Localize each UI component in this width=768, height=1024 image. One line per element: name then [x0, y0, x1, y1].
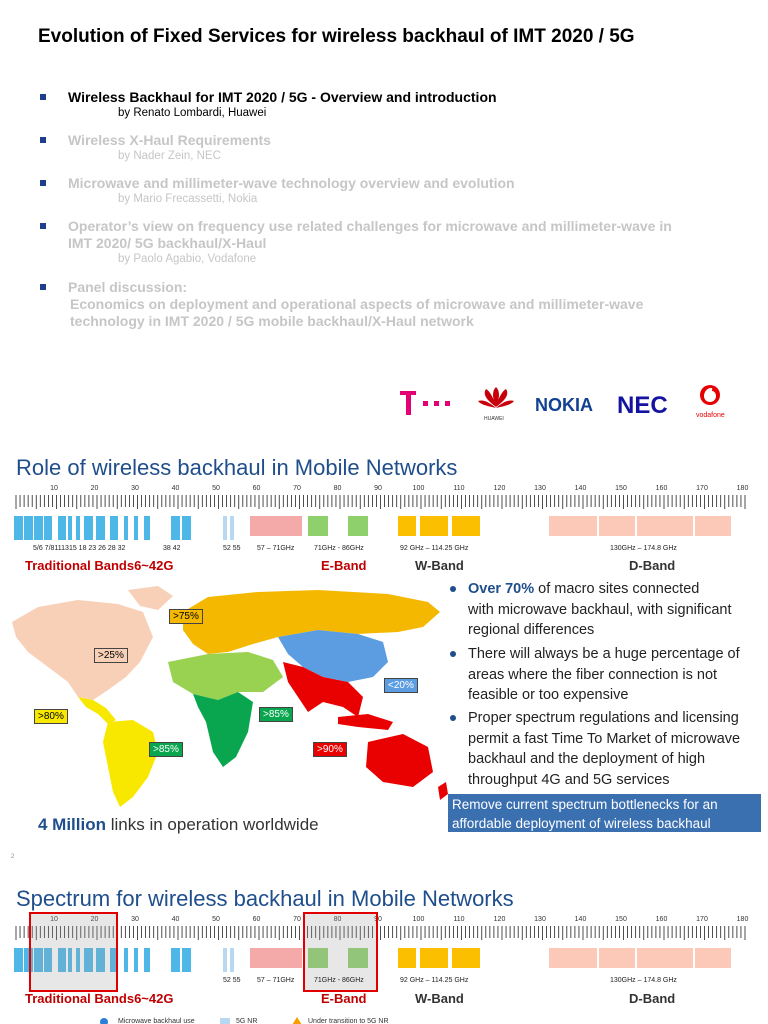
legend-dot-icon [100, 1018, 108, 1024]
traditional-highlight-box [29, 912, 118, 992]
legend-label-1: Microwave backhaul use [118, 1018, 195, 1024]
legend-triangle-icon [292, 1017, 302, 1024]
bullet-1-rest: of macro sites connected [534, 581, 700, 597]
legend-label-2: 5G NR [236, 1018, 258, 1024]
bullet-3-line2: permit a fast Time To Market of microwave [468, 730, 741, 747]
agenda-item-1 [40, 89, 740, 121]
region-new-zealand [438, 782, 448, 800]
d-band-label: D-Band [629, 558, 676, 573]
e-band-label: E-Band [321, 558, 367, 573]
region-greenland [128, 586, 173, 610]
vodafone-logo-text: vodafone [696, 412, 725, 419]
region-sub-saharan-africa [193, 692, 253, 767]
links-rest: links in operation worldwide [106, 815, 319, 834]
partner-logos [398, 383, 738, 428]
callout-line2: affordable deployment of wireless backhaul [452, 816, 711, 831]
ruler-tick-label: 20 [90, 916, 99, 923]
e-band-block [348, 516, 368, 536]
region-central-america [78, 697, 116, 724]
region-south-america [103, 720, 158, 807]
agenda-title-line3: technology in IMT 2020 / 5G mobile backhaul/X-Haul network [70, 313, 474, 329]
ruler-tick-label: 50 [212, 485, 220, 492]
bullet-icon [40, 94, 46, 100]
5g-nr-block [230, 516, 234, 540]
agenda-title-line2: IMT 2020/ 5G backhaul/X-Haul [68, 235, 267, 251]
e-band-label-2: E-Band [321, 991, 367, 1006]
e-band-block [308, 516, 328, 536]
vodafone-logo [696, 385, 725, 419]
ruler-tick-label: 80 [333, 485, 342, 492]
agenda-title: Wireless Backhaul for IMT 2020 / 5G - Overview and introduction [68, 89, 497, 105]
agenda-item-4 [40, 218, 740, 267]
links-statement [38, 815, 319, 835]
ruler-tick-label: 180 [736, 916, 749, 923]
nec-logo: NEC [617, 392, 668, 419]
ruler-tick-label: 30 [131, 916, 139, 923]
traditional-bands-label: Traditional Bands6~42G [25, 558, 174, 573]
region-north-america [12, 600, 153, 700]
ruler-tick-label: 60 [252, 485, 261, 492]
freq-label-52-55-2: 52 55 [223, 977, 241, 984]
d-band-block [599, 516, 635, 536]
agenda-title: Microwave and millimeter-wave technology overview and evolution [68, 175, 515, 191]
ruler-tick-label: 160 [655, 485, 668, 492]
ruler-tick-label: 170 [696, 916, 708, 923]
frequency-ruler [14, 481, 762, 511]
agenda-title: Wireless X-Haul Requirements [68, 132, 271, 148]
map-label-middle-east: >85% [259, 707, 293, 722]
region-indonesia [338, 714, 393, 730]
agenda-author: by Renato Lombardi, Huawei [118, 107, 267, 119]
d-band-label-2: D-Band [629, 991, 676, 1006]
nokia-logo: NOKIA [535, 395, 593, 415]
ruler-tick-label: 150 [615, 485, 627, 492]
w-band-block [452, 516, 480, 536]
ruler-tick-label: 150 [615, 916, 627, 923]
w-band-label-2: W-Band [415, 991, 464, 1006]
map-label-china: <20% [384, 678, 418, 693]
freq-label-w-2: 92 GHz – 114.25 GHz [400, 977, 469, 984]
freq-label-d-2: 130GHz – 174.8 GHz [610, 977, 677, 984]
map-label-russia: >75% [169, 609, 203, 624]
w-band-block [420, 516, 448, 536]
agenda-author: by Paolo Agabio, Vodafone [118, 253, 257, 265]
frequency-ruler-2 [14, 912, 762, 942]
callout-box [448, 794, 761, 832]
ruler-tick-label: 170 [696, 485, 708, 492]
bullet-1-line2: with microwave backhaul, with significant [468, 601, 732, 618]
tmobile-logo [400, 391, 450, 415]
d-band-block [637, 516, 693, 536]
d-band-block [695, 516, 731, 536]
ruler-tick-label: 90 [374, 916, 382, 923]
band-blocks [14, 512, 762, 544]
freq-label-38-42: 38 42 [163, 545, 181, 552]
bullet-2-line3: feasible or too expensive [468, 687, 629, 703]
freq-label-52-55: 52 55 [223, 545, 241, 552]
bullet-point-3 [468, 708, 740, 790]
slide2-title: Role of wireless backhaul in Mobile Networks [16, 455, 458, 480]
ruler-tick-label: 110 [453, 916, 465, 923]
ruler-tick-label: 180 [736, 485, 749, 492]
agenda-item-3 [40, 175, 740, 207]
agenda-title-line2: Economics on deployment and operational aspects of microwave and millimeter-wave [70, 296, 644, 312]
region-middle-east-north-africa [168, 652, 283, 700]
ruler-tick-label: 50 [212, 916, 220, 923]
bullet-1-bold: Over 70% [468, 581, 535, 597]
ruler-tick-label: 120 [493, 916, 506, 923]
ruler-tick-label: 70 [293, 485, 301, 492]
map-label-south-america: >80% [34, 709, 68, 724]
ruler-tick-label: 100 [412, 916, 425, 923]
bullet-1-line3: regional differences [468, 622, 595, 638]
traditional-bands-label-2: Traditional Bands6~42G [25, 991, 174, 1006]
bullet-dot-icon [450, 586, 456, 592]
bullet-icon [40, 284, 46, 290]
bullet-icon [40, 223, 46, 229]
bullet-3-line4: throughput 4G and 5G services [468, 771, 670, 788]
freq-label-v: 57 – 71GHz [257, 545, 295, 552]
agenda-title: Panel discussion: [68, 279, 188, 295]
w-band-block [398, 516, 416, 536]
world-map [8, 582, 448, 812]
bullet-2-line1: There will always be a huge percentage of [468, 646, 740, 662]
agenda-item-5 [40, 279, 740, 330]
page-number: 2 [11, 854, 15, 860]
region-australia [366, 734, 433, 787]
ruler-tick-label: 100 [412, 485, 425, 492]
legend-label-3: Under transition to 5G NR [308, 1018, 389, 1024]
bullet-3-line3: backhaul and the deployment of high [468, 751, 706, 767]
freq-label-e-2: 71GHz - 86GHz [314, 977, 364, 984]
slide3-title: Spectrum for wireless backhaul in Mobile Networks [16, 886, 514, 911]
ruler-tick-label: 130 [534, 485, 546, 492]
ruler-tick-label: 80 [333, 916, 342, 923]
ruler-tick-label: 140 [574, 916, 587, 923]
ruler-tick-label: 40 [171, 916, 180, 923]
bullet-3-line1: Proper spectrum regulations and licensing [468, 710, 739, 726]
ruler-tick-label: 120 [493, 485, 506, 492]
d-band-block [549, 516, 597, 536]
freq-label-d: 130GHz – 174.8 GHz [610, 545, 677, 552]
ruler-tick-label: 40 [171, 485, 180, 492]
bullet-icon [40, 180, 46, 186]
bullet-dot-icon [450, 715, 456, 721]
agenda-author: by Nader Zein, NEC [118, 150, 221, 162]
slide1-title: Evolution of Fixed Services for wireless backhaul of IMT 2020 / 5G [38, 26, 635, 47]
freq-label-e: 71GHz - 86GHz [314, 545, 364, 552]
huawei-logo-text: HUAWEI [484, 416, 504, 422]
ruler-tick-label: 70 [293, 916, 301, 923]
bullet-2-line2: areas where the fiber connection is not [468, 666, 718, 683]
traditional-band-blocks [14, 516, 191, 540]
callout-line1: Remove current spectrum bottlenecks for an [452, 797, 718, 812]
w-band-label: W-Band [415, 558, 464, 573]
bullet-point-2 [468, 644, 740, 706]
bullet-point-1 [468, 579, 732, 641]
ruler-tick-label: 130 [534, 916, 546, 923]
legend-strip [100, 1017, 700, 1024]
agenda-item-2 [40, 132, 740, 164]
links-bold: 4 Million [38, 815, 106, 834]
freq-label-v-2: 57 – 71GHz [257, 977, 295, 984]
band-blocks-2 [14, 944, 762, 976]
ruler-tick-label: 140 [574, 485, 587, 492]
map-label-north-america: >25% [94, 648, 128, 663]
bullet-icon [40, 137, 46, 143]
bullet-dot-icon [450, 651, 456, 657]
ruler-tick-label: 90 [374, 485, 382, 492]
legend-nr-swatch [220, 1018, 230, 1024]
5g-nr-block [223, 516, 227, 540]
map-label-africa: >85% [149, 742, 183, 757]
ruler-tick-label: 10 [50, 916, 58, 923]
ruler-tick-label: 110 [453, 485, 465, 492]
v-band-block [250, 516, 302, 536]
ruler-tick-label: 60 [252, 916, 261, 923]
map-label-india: >90% [313, 742, 347, 757]
ruler-tick-label: 30 [131, 485, 139, 492]
ruler-tick-label: 160 [655, 916, 668, 923]
freq-label-w: 92 GHz – 114.25 GHz [400, 545, 469, 552]
agenda-title: Operator’s view on frequency use related challenges for microwave and millimeter-wave in [68, 218, 672, 234]
ruler-tick-label: 10 [50, 485, 58, 492]
huawei-logo [478, 387, 514, 422]
ruler-tick-label: 20 [90, 485, 99, 492]
freq-label-traditional: 5/6 7/8111315 18 23 26 28 32 [33, 545, 126, 552]
agenda-author: by Mario Frecassetti, Nokia [118, 193, 258, 205]
